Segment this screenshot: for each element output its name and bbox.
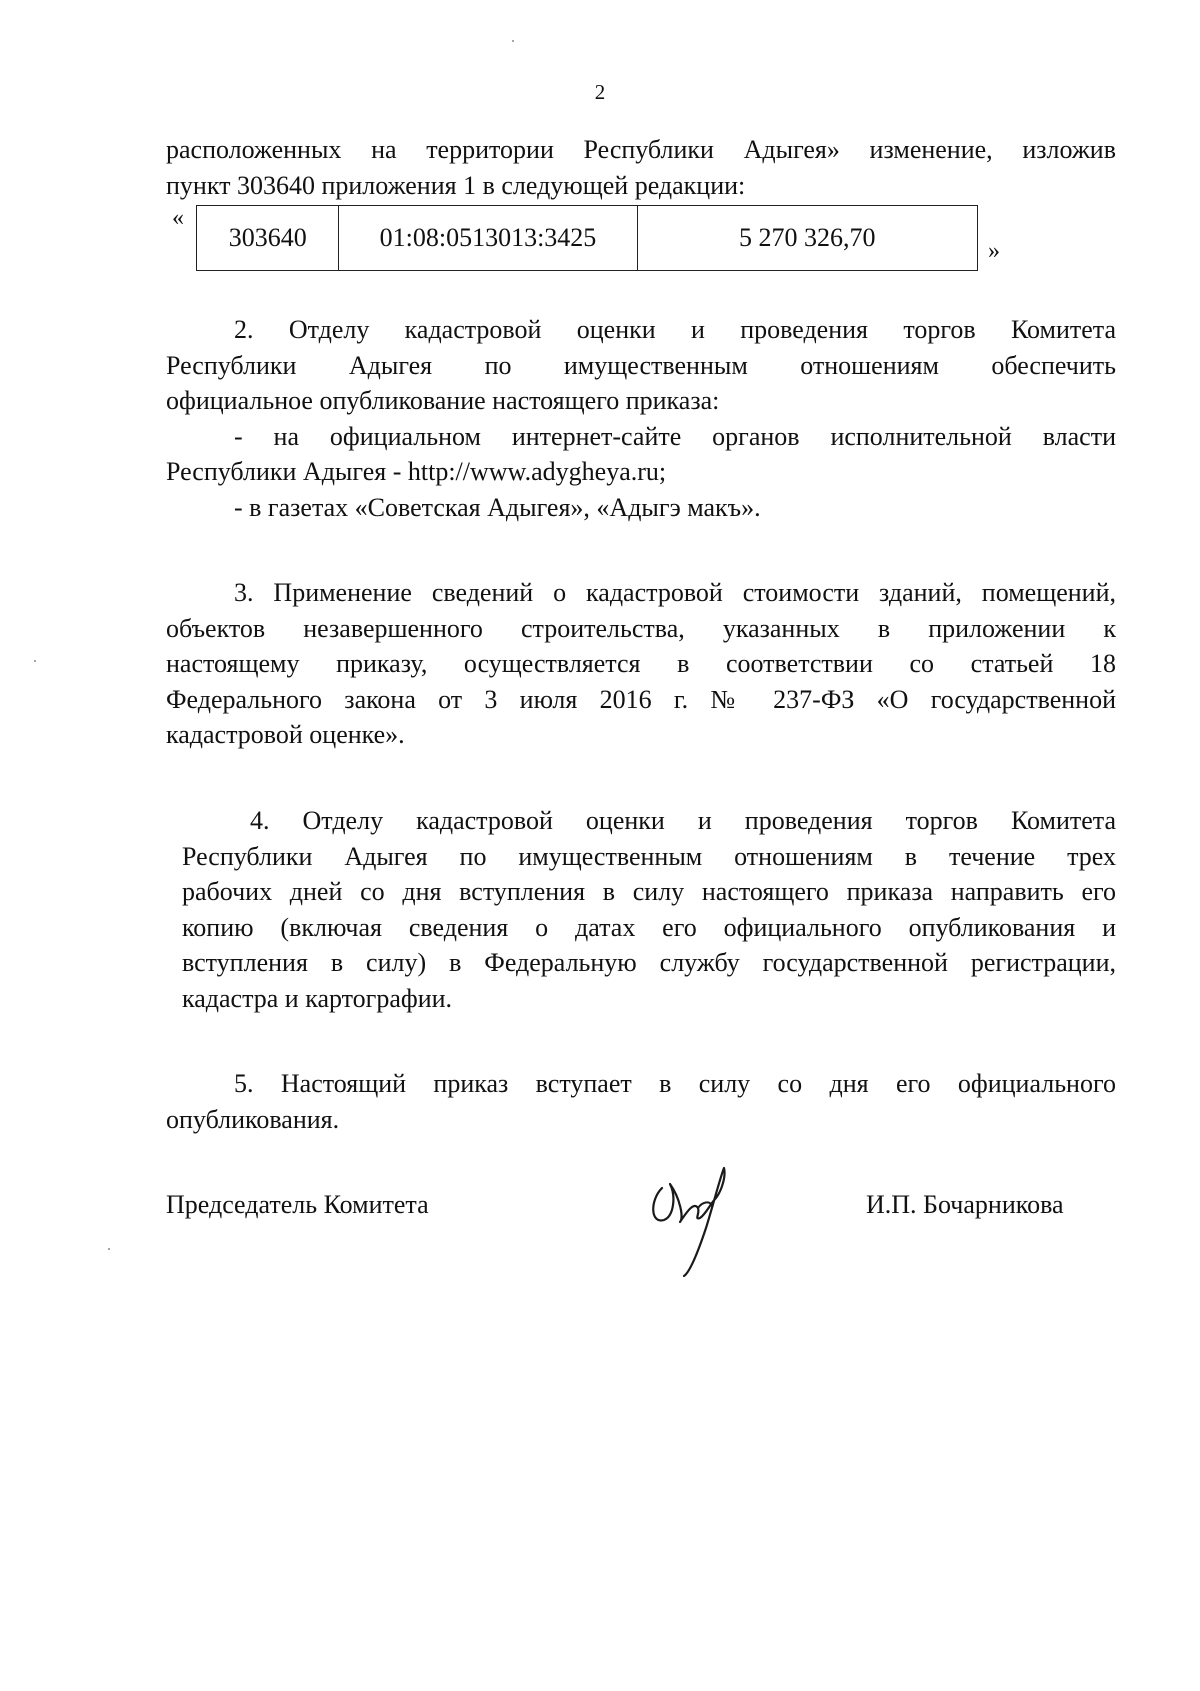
text-line: - на официальном интернет-сайте органов исполнительной власти bbox=[234, 421, 1116, 451]
scan-speck bbox=[34, 660, 36, 662]
text-line: рабочих дней со дня вступления в силу настоящего приказа направить его bbox=[182, 877, 1116, 906]
section-4-paragraph bbox=[182, 803, 1116, 1016]
text-line: кадастра и картографии. bbox=[182, 983, 453, 1013]
text-line: 2. Отделу кадастровой оценки и проведения торгов Комитета bbox=[234, 315, 1116, 344]
page-number: 2 bbox=[594, 80, 606, 104]
text-line: настоящему приказу, осуществляется в соответствии со статьей 18 bbox=[166, 649, 1116, 678]
signatory-name: И.П. Бочарникова bbox=[866, 1190, 1064, 1219]
text-line: 5. Настоящий приказ вступает в силу со дня его официального bbox=[234, 1069, 1116, 1098]
section-5-paragraph bbox=[166, 1066, 1116, 1137]
handwritten-signature-icon bbox=[640, 1158, 740, 1278]
text-line: Республики Адыгея по имущественным отношениям обеспечить bbox=[166, 350, 1116, 380]
text-line: Республики Адыгея - http://www.adygheya.ru; bbox=[166, 457, 667, 486]
cadastral-value-cell: 5 270 326,70 bbox=[637, 206, 977, 271]
text-line: Федерального закона от 3 июля 2016 г. № 237-ФЗ «О государственной bbox=[166, 684, 1116, 714]
text-line: официальное опубликование настоящего приказа: bbox=[166, 386, 720, 415]
closing-quote: » bbox=[988, 238, 1000, 264]
signatory-position: Председатель Комитета bbox=[166, 1190, 429, 1219]
text-line: кадастровой оценке». bbox=[166, 720, 405, 749]
cadastral-number-cell: 01:08:0513013:3425 bbox=[339, 206, 637, 271]
section-2-paragraph bbox=[166, 312, 1116, 525]
text-line: Республики Адыгея по имущественным отношениям в течение трех bbox=[182, 841, 1116, 871]
section-3-paragraph bbox=[166, 575, 1116, 753]
scan-speck bbox=[108, 1248, 110, 1250]
intro-paragraph bbox=[166, 132, 1116, 203]
text-line: - в газетах «Советская Адыгея», «Адыгэ макъ». bbox=[234, 492, 761, 522]
table-row bbox=[197, 206, 978, 271]
text-line: 3. Применение сведений о кадастровой стоимости зданий, помещений, bbox=[234, 578, 1116, 607]
amendment-table bbox=[196, 205, 978, 271]
item-number-cell: 303640 bbox=[197, 206, 339, 271]
text-line: копию (включая сведения о датах его официального опубликования и bbox=[182, 912, 1116, 942]
text-line: опубликования. bbox=[166, 1104, 340, 1134]
text-line: 4. Отделу кадастровой оценки и проведения торгов Комитета bbox=[250, 806, 1116, 835]
text-line: вступления в силу) в Федеральную службу государственной регистрации, bbox=[182, 948, 1116, 977]
text-line: объектов незавершенного строительства, указанных в приложении к bbox=[166, 613, 1116, 643]
scan-speck bbox=[512, 40, 514, 42]
text-line: расположенных на территории Республики Адыгея» изменение, изложив bbox=[166, 135, 1116, 164]
opening-quote: « bbox=[172, 205, 184, 231]
text-line: пункт 303640 приложения 1 в следующей редакции: bbox=[166, 170, 746, 200]
